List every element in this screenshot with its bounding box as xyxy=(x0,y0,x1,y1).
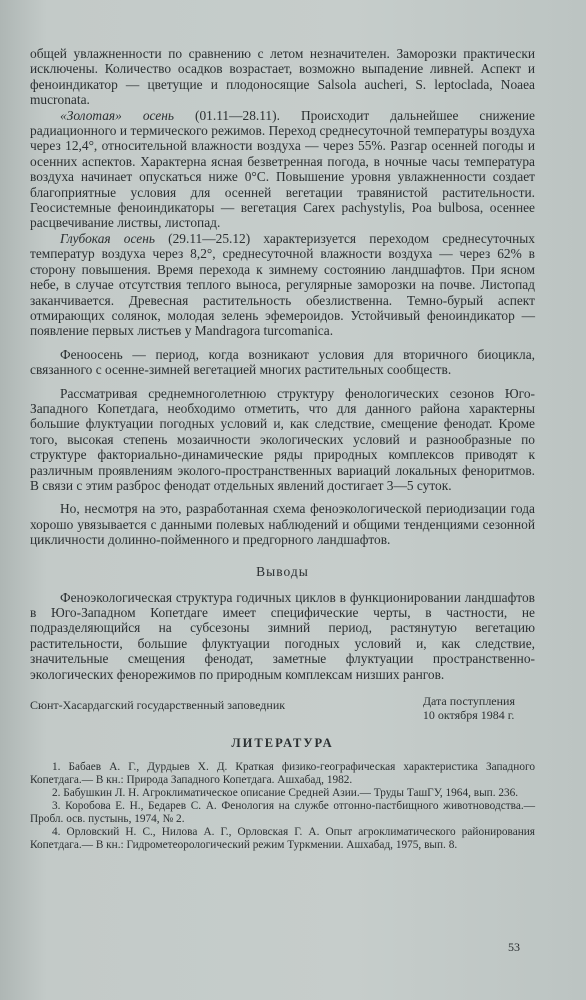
conclusions-text: Феноэкологическая структура годичных циклов в функционировании ландшафтов в Юго-Западном Копетдаге имеет специфические черты, в частности, не подразделяющийся на субсезоны зимний период, растянутую вегетацию растительности, большие флуктуации погодных условий и, как следствие, значительные смещения фенодат, заметные флуктуации пространственно-экологических фенорежимов по природным комплексам низших рангов. xyxy=(30,589,535,682)
reference-item-2: 2. Бабушкин Л. Н. Агроклиматическое описание Средней Азии.— Труды ТашГУ, 1964, вып. 236. xyxy=(52,787,519,800)
received-date: 10 октября 1984 г. xyxy=(422,708,515,723)
article-meta xyxy=(30,694,535,722)
paragraph-golden-autumn-text: (01.11—28.11). Происходит дальнейшее снижение радиационного и термического режимов. Переход среднесуточной температуры воздуха через 12,4°, относительной влажности воздуха — через 55%. Разгар осенней погоды и осенних аспектов. Характерна ясная безветренная погода, в ночные часы температура воздуха начинает опускаться ниже 0°С. Повышение уровня увлажненности создает благоприятные условия для осенней вегетации травянистой растительности. Геосистемные феноиндикаторы — вегетация Carex pachystylis, Poa bulbosa, осеннее расцвечивание листвы, листопад. xyxy=(30,107,535,231)
conclusions-heading: Выводы xyxy=(256,563,309,579)
paragraph-1: общей увлажненности по сравнению с летом незначителен. Заморозки практически исключены. Количество осадков возрастает, возможно выпадение ливней. Аспект и феноиндикатор — цветущие и плодоносящие Salsola aucheri, S. leptoclada, Noaea mucronata. xyxy=(30,46,535,108)
paragraph-deep-autumn xyxy=(30,231,535,339)
received-date-block xyxy=(423,694,535,722)
season-title-deep-autumn: Глубокая осень xyxy=(60,230,155,246)
paragraph-deep-autumn-text: (29.11—25.12) характеризуется переходом среднесуточных температур воздуха через 8,2°, среднесуточной влажности воздуха — через 62% в сторону повышения. Время перехода к зимнему состоянию ландшафтов. При ясном небе, в случае отсутствия теплого выноса, регулярные заморозки на почве. Листопад заканчивается. Древесная растительность обезлиственна. Темно-бурый аспект отмирающих солянок, молодая зелень эфемероидов. Устойчивый феноиндикатор — появление первых листьев у Mandragora turcomanica. xyxy=(30,230,535,339)
paragraph-phenoautumn: Феноосень — период, когда возникают условия для вторичного биоцикла, связанного с осенне-зимней вегетацией многих растительных сообществ. xyxy=(30,346,535,378)
reference-item-3: 3. Коробова Е. Н., Бедарев С. А. Фенология на службе отгонно-пастбищного животноводства.— Пробл. осв. пустынь, 1974, № 2. xyxy=(30,800,535,826)
paragraph-scheme: Но, несмотря на это, разработанная схема феноэкологической периодизации года хорошо увязывается с данными полевых наблюдений и общими тенденциями сезонной цикличности долинно-пойменного и предгорного ландшафтов. xyxy=(30,501,535,548)
received-label: Дата поступления xyxy=(422,694,515,709)
references-list xyxy=(30,761,535,852)
season-title-golden-autumn: «Золотая» осень xyxy=(60,107,174,123)
page-number: 53 xyxy=(508,940,520,954)
reference-item-1: 1. Бабаев А. Г., Дурдыев Х. Д. Краткая физико-географическая характеристика Западного Копетдага.— В кн.: Природа Западного Копетдага. Ашхабад, 1982. xyxy=(30,761,535,787)
text-column xyxy=(30,46,535,852)
references-heading: ЛИТЕРАТУРА xyxy=(231,736,334,751)
paragraph-golden-autumn xyxy=(30,108,535,231)
reference-item-4: 4. Орловский Н. С., Нилова А. Г., Орловская Г. А. Опыт агроклиматического районирования Копетдага.— В кн.: Гидрометеорологический режим Туркмении. Ашхабад, 1975, вып. 8. xyxy=(30,826,535,852)
paragraph-seasonal-structure: Рассматривая среднемноголетнюю структуру фенологических сезонов Юго-Западного Копетдага, необходимо отметить, что для данного района характерны большие флуктуации погодных условий и, как следствие, смещение фенодат. Кроме того, высокая степень мозаичности экологических условий и разнообразные по структуре факториально-динамические ряды природных комплексов приводят к различным проявлениям эколого-пространственных вариаций локальных феноритмов. В связи с этим разброс фенодат отдельных явлений достигает 3—5 суток. xyxy=(30,385,535,493)
institution: Сюнт-Хасардагский государственный заповедник xyxy=(30,698,286,713)
